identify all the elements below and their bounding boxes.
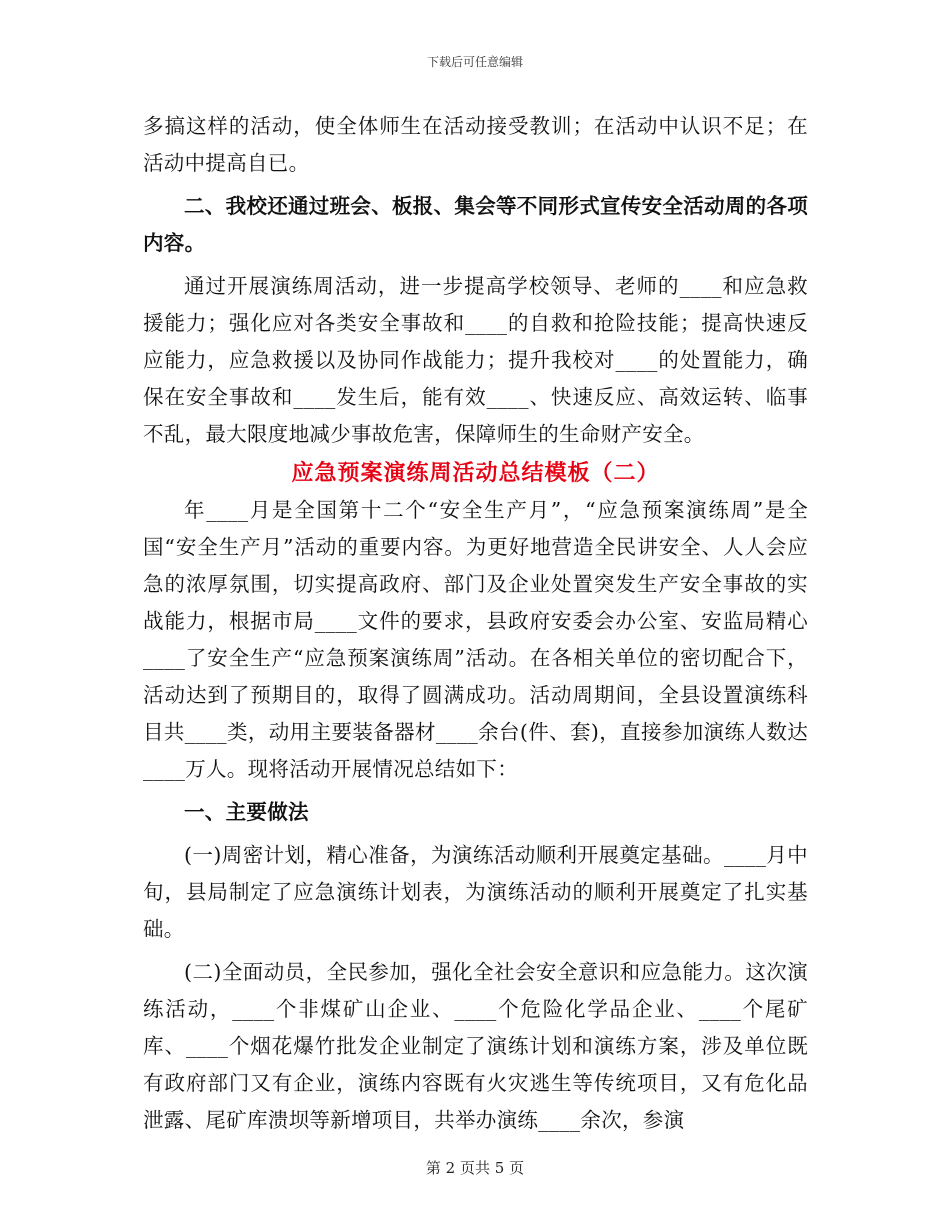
paragraph: (一)周密计划，精心准备，为演练活动顺利开展奠定基础。____月中旬，县局制定了应急演练计划表，为演练活动的顺利开展奠定了扎实基础。	[143, 843, 808, 941]
paragraph: 年____月是全国第十二个“安全生产月”，“应急预案演练周”是全国“安全生产月”活动的重要内容。为更好地营造全民讲安全、人人会应急的浓厚氛围，切实提高政府、部门及企业处置突发生产安全事故的实战能力，根据市局____文件的要求，县政府安委会办公室、安监局精心____了安全生产“应急预案演练周”活动。在各相关单位的密切配合下，活动达到了预期目的，取得了圆满成功。活动周期间，全县设置演练科目共____类，动用主要装备器材____余台(件、套)，直接参加演练人数达____万人。现将活动开展情况总结如下：	[143, 498, 808, 781]
paragraph: (二)全面动员，全民参加，强化全社会安全意识和应急能力。这次演练活动，____个非煤矿山企业、____个危险化学品企业、____个尾矿库、____个烟花爆竹批发企业制定了演练计划和演练方案，涉及单位既有政府部门又有企业，演练内容既有火灾逃生等传统项目，又有危化品泄露、尾矿库溃坝等新增项目，共举办演练____余次，参演	[143, 960, 808, 1132]
document-title: 应急预案演练周活动总结模板（二）	[291, 460, 660, 486]
section-heading-1: 一、主要做法	[184, 800, 309, 824]
page-number: 第 2 页共 5 页	[425, 1159, 525, 1177]
paragraph: 通过开展演练周活动，进一步提高学校领导、老师的____和应急救援能力；强化应对各类安全事故和____的自救和抢险技能；提高快速反应能力，应急救援以及协同作战能力；提升我校对____的处置能力，确保在安全事故和____发生后，能有效____、快速反应、高效运转、临事不乱，最大限度地减少事故危害，保障师生的生命财产安全。	[143, 274, 808, 446]
document-body	[143, 108, 808, 1139]
section-heading-2: 二、我校还通过班会、板报、集会等不同形式宣传安全活动周的各项内容。	[143, 194, 808, 255]
paragraph: 多搞这样的活动，使全体师生在活动接受教训；在活动中认识不足；在活动中提高自已。	[143, 114, 808, 175]
page-header-note: 下载后可任意编辑	[426, 55, 523, 69]
